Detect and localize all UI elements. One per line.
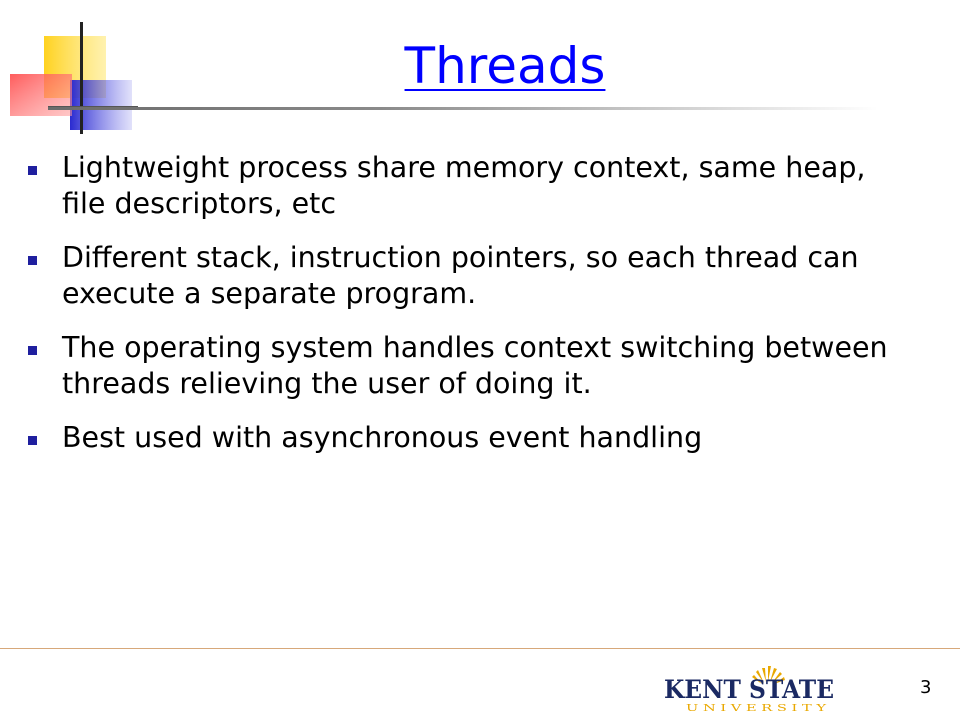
bullet-text: Different stack, instruction pointers, so each thread can execute a separate program. xyxy=(62,241,859,310)
bullet-text: The operating system handles context switching between threads relieving the user of doing it. xyxy=(62,331,888,400)
bullet-text: Best used with asynchronous event handling xyxy=(62,421,703,454)
bullet-item xyxy=(28,420,908,456)
footer-rule xyxy=(0,648,960,649)
square-bullet-icon xyxy=(28,346,37,355)
bullet-text: Lightweight process share memory context, same heap, file descriptors, etc xyxy=(62,151,866,220)
bullet-item xyxy=(28,150,908,222)
logo-subtitle: U N I V E R S I T Y xyxy=(686,704,828,714)
title-underline-rule xyxy=(48,107,878,110)
logo-wordmark: KENT STATE xyxy=(664,675,834,704)
bullet-item xyxy=(28,330,908,402)
square-bullet-icon xyxy=(28,436,37,445)
square-bullet-icon xyxy=(28,256,37,265)
bullet-item xyxy=(28,240,908,312)
page-number: 3 xyxy=(920,677,932,698)
square-bullet-icon xyxy=(28,166,37,175)
slide-title[interactable]: Threads xyxy=(404,37,606,95)
bullet-list xyxy=(28,150,908,474)
kent-state-logo xyxy=(662,662,842,714)
